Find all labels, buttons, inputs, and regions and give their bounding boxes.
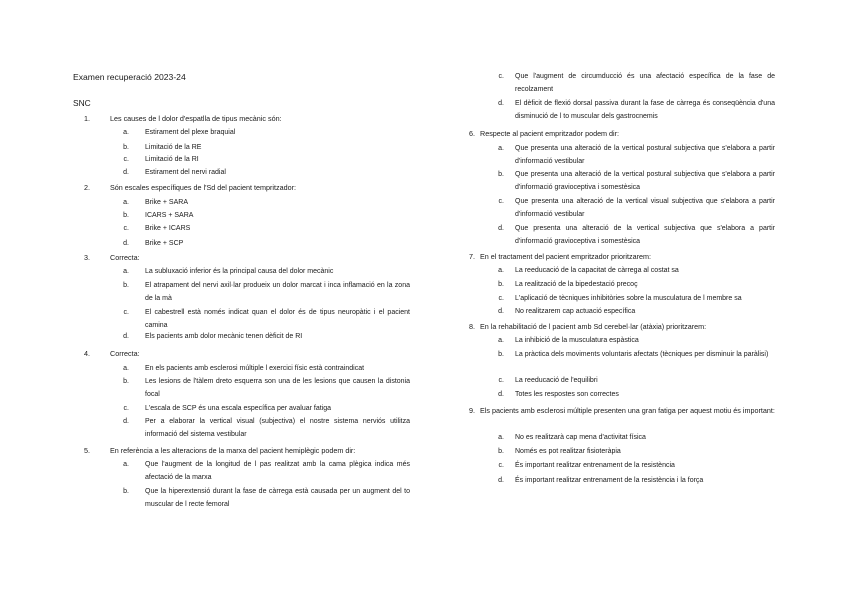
option-letter: b. [498, 351, 504, 358]
option-letter: d. [123, 240, 129, 247]
question-number: 7. [469, 252, 475, 261]
option-letter: b. [498, 171, 504, 178]
question-text: Respecte al pacient empritzador podem dir: [480, 129, 620, 138]
option-text: Els pacients amb dolor mecànic tenen dèficit de RI [145, 333, 303, 340]
option-letter: a. [498, 434, 504, 441]
option-text: El dèficit de flexió dorsal passiva durant la fase de càrrega és conseqüència d'una disminució de l to muscular dels gastrocnemis [515, 100, 775, 121]
option-text: La reeducació de l'equilibri [515, 377, 598, 384]
option-text: En els pacients amb esclerosi múltiple l exercici físic està contraindicat [145, 365, 365, 372]
option-text: Que l'augment de la longitud de l pas realitzat amb la cama plègica indica més afectació de la marxa [145, 461, 410, 482]
option-letter: c. [498, 462, 504, 469]
section-title: SNC [73, 98, 91, 108]
option-text: Les lesions de l'tàlem dreto esquerra son una de les lesions que causen la distonia focal [145, 378, 410, 399]
option-letter: c. [123, 156, 129, 163]
option-letter: a. [123, 199, 129, 206]
option-text: L'escala de SCP és una escala específica per avaluar fatiga [145, 405, 332, 412]
question-number: 6. [469, 129, 475, 138]
option-letter: d. [123, 169, 129, 176]
option-text: Només es pot realitzar fisioteràpia [515, 448, 621, 455]
question-number: 3. [84, 253, 90, 262]
page-title: Examen recuperació 2023-24 [73, 72, 186, 82]
option-letter: b. [498, 448, 504, 455]
option-text: Que l'augment de circumducció és una afectació específica de la fase de recolzament [515, 73, 775, 94]
option-text: El atrapament del nervi axil·lar produeix un dolor marcat i inca inflamació en la zona de la mà [145, 282, 410, 303]
question-number: 1. [84, 114, 90, 123]
option-letter: c. [498, 198, 504, 205]
option-letter: c. [498, 295, 504, 302]
question-number: 4. [84, 349, 90, 358]
question-number: 8. [469, 322, 475, 331]
option-letter: a. [498, 337, 504, 344]
question-text: En referència a les alteracions de la marxa del pacient hemiplègic podem dir: [110, 446, 356, 455]
option-letter: c. [498, 377, 504, 384]
question-text: Els pacients amb esclerosi múltiple presenten una gran fatiga per aquest motiu és important: [480, 406, 775, 415]
question-number: 9. [469, 406, 475, 415]
option-letter: c. [498, 73, 504, 80]
option-letter: b. [123, 488, 129, 495]
option-text: La subluxació inferior és la principal causa del dolor mecànic [145, 268, 334, 275]
option-text: La reeducació de la capacitat de càrrega al costat sa [515, 267, 679, 274]
question-text: Correcta: [110, 349, 140, 358]
question-number: 5. [84, 446, 90, 455]
option-letter: d. [498, 308, 504, 315]
option-letter: a. [498, 145, 504, 152]
option-text: Que presenta una alteració de la vertical subjectiva que s'elabora a partir d'informació gravioceptiva i somestèsica [515, 225, 775, 246]
option-text: Limitació de la RI [145, 156, 199, 163]
option-text: Que la hiperextensió durant la fase de càrrega està causada per un augment del to muscular de l recte femoral [145, 488, 410, 509]
option-letter: b. [123, 378, 129, 385]
option-letter: a. [498, 267, 504, 274]
option-letter: a. [123, 129, 129, 136]
option-text: Limitació de la RE [145, 144, 202, 151]
question-text: Correcta: [110, 253, 140, 262]
option-letter: b. [498, 281, 504, 288]
option-letter: c. [123, 405, 129, 412]
option-letter: b. [123, 282, 129, 289]
option-text: ICARS + SARA [145, 212, 194, 219]
option-text: Brike + ICARS [145, 225, 191, 232]
option-text: La realització de la bipedestació precoç [515, 281, 638, 288]
option-text: La inhibició de la musculatura espàstica [515, 337, 639, 344]
question-number: 2. [84, 183, 90, 192]
option-text: El cabestrell està només indicat quan el dolor és de tipus neuropàtic i el pacient camina [145, 309, 410, 330]
option-text: Per a elaborar la vertical visual (subjectiva) el nostre sistema nerviós utilitza informació del sistema vestibular [145, 418, 410, 439]
option-letter: a. [123, 461, 129, 468]
option-text: Que presenta una alteració de la vertical postural subjectiva que s'elabora a partir d'informació vestibular [515, 145, 775, 166]
option-text: Estirament del nervi radial [145, 169, 226, 176]
option-letter: d. [123, 333, 129, 340]
option-text: L'aplicació de tècniques inhibitòries sobre la musculatura de l membre sa [515, 295, 742, 302]
question-text: En la rehabilitació de l pacient amb Sd cerebel·lar (atàxia) prioritzarem: [480, 322, 707, 331]
option-text: Totes les respostes son correctes [515, 391, 619, 398]
option-letter: d. [498, 100, 504, 107]
option-letter: c. [123, 309, 129, 316]
option-letter: b. [123, 212, 129, 219]
option-text: Que presenta una alteració de la vertical postural subjectiva que s'elabora a partir d'informació gravioceptiva i somestèsica [515, 171, 775, 192]
option-letter: b. [123, 144, 129, 151]
option-letter: c. [123, 225, 129, 232]
option-letter: d. [498, 225, 504, 232]
option-text: Estirament del plexe braquial [145, 129, 236, 136]
option-text: No es realitzarà cap mena d'activitat física [515, 434, 646, 441]
option-text: Brike + SARA [145, 199, 188, 206]
question-text: En el tractament del pacient empritzador prioritzarem: [480, 252, 651, 261]
option-text: És important realitzar entrenament de la resistència [515, 462, 675, 469]
option-letter: d. [123, 418, 129, 425]
option-text: La pràctica dels moviments voluntaris afectats (tècniques per disminuir la paràlisi) [515, 351, 769, 358]
question-text: Les causes de l dolor d'espatlla de tipus mecànic són: [110, 114, 282, 123]
option-letter: a. [123, 365, 129, 372]
option-text: És important realitzar entrenament de la resistència i la força [515, 477, 704, 484]
option-text: Que presenta una alteració de la vertical visual subjectiva que s'elabora a partir d'informació vestibular [515, 198, 775, 219]
option-text: Brike + SCP [145, 240, 184, 247]
option-letter: d. [498, 477, 504, 484]
question-text: Són escales específiques de l'Sd del pacient tempritzador: [110, 183, 296, 192]
option-letter: a. [123, 268, 129, 275]
option-text: No realitzarem cap actuació específica [515, 308, 636, 315]
option-letter: d. [498, 391, 504, 398]
